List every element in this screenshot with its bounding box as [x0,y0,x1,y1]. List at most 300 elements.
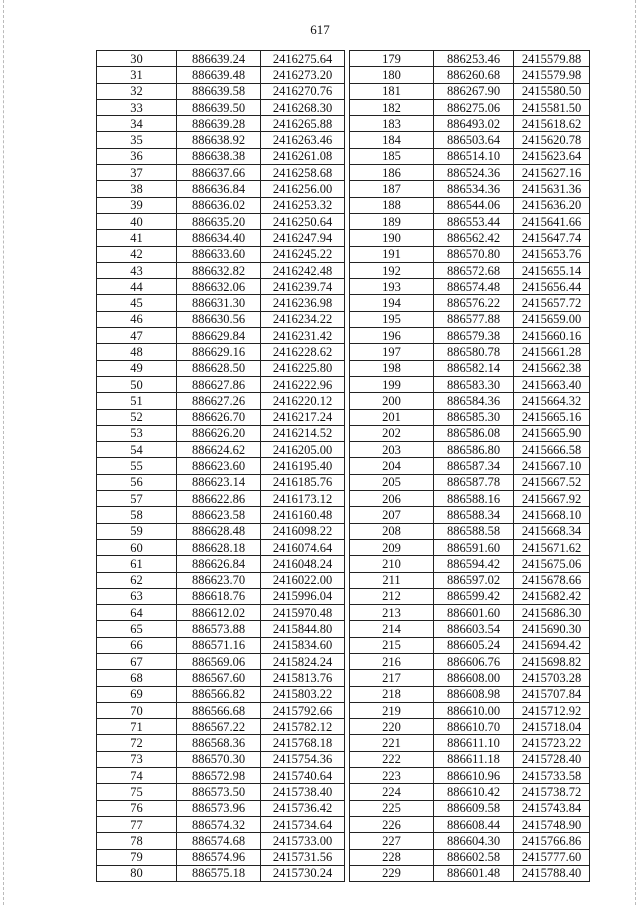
y-coordinate-cell: 2416268.30 [261,99,345,115]
table-row [97,67,590,83]
x-coordinate-cell: 886573.50 [177,784,261,800]
x-coordinate-cell: 886597.02 [434,572,514,588]
x-coordinate-cell: 886623.58 [177,507,261,523]
y-coordinate-cell: 2415671.62 [514,539,590,555]
x-coordinate-cell: 886601.48 [434,865,514,881]
point-number-cell: 223 [350,768,434,784]
y-coordinate-cell: 2415736.42 [261,800,345,816]
table-row [97,800,590,816]
x-coordinate-cell: 886612.02 [177,605,261,621]
x-coordinate-cell: 886637.66 [177,165,261,181]
table-row [97,637,590,653]
y-coordinate-cell: 2416074.64 [261,539,345,555]
point-number-cell: 46 [97,311,177,327]
y-coordinate-cell: 2415707.84 [514,686,590,702]
point-number-cell: 33 [97,99,177,115]
x-coordinate-cell: 886610.42 [434,784,514,800]
point-number-cell: 227 [350,833,434,849]
point-number-cell: 51 [97,393,177,409]
table-row [97,425,590,441]
y-coordinate-cell: 2415579.98 [514,67,590,83]
y-coordinate-cell: 2416160.48 [261,507,345,523]
y-coordinate-cell: 2416236.98 [261,295,345,311]
y-coordinate-cell: 2415631.36 [514,181,590,197]
point-number-cell: 213 [350,605,434,621]
x-coordinate-cell: 886602.58 [434,849,514,865]
table-row [97,442,590,458]
point-number-cell: 78 [97,833,177,849]
x-coordinate-cell: 886574.48 [434,279,514,295]
point-number-cell: 60 [97,539,177,555]
point-number-cell: 75 [97,784,177,800]
table-row [97,816,590,832]
table-row [97,328,590,344]
x-coordinate-cell: 886636.84 [177,181,261,197]
x-coordinate-cell: 886587.78 [434,474,514,490]
point-number-cell: 59 [97,523,177,539]
y-coordinate-cell: 2415748.90 [514,816,590,832]
x-coordinate-cell: 886634.40 [177,230,261,246]
table-row [97,735,590,751]
table-row [97,768,590,784]
y-coordinate-cell: 2415657.72 [514,295,590,311]
point-number-cell: 63 [97,588,177,604]
point-number-cell: 69 [97,686,177,702]
x-coordinate-cell: 886610.96 [434,768,514,784]
y-coordinate-cell: 2415581.50 [514,99,590,115]
scan-right-edge [635,0,637,905]
table-row [97,849,590,865]
y-coordinate-cell: 2415662.38 [514,360,590,376]
point-number-cell: 66 [97,637,177,653]
point-number-cell: 210 [350,556,434,572]
x-coordinate-cell: 886574.32 [177,816,261,832]
x-coordinate-cell: 886253.46 [434,51,514,67]
table-row [97,99,590,115]
x-coordinate-cell: 886610.70 [434,719,514,735]
y-coordinate-cell: 2416250.64 [261,213,345,229]
point-number-cell: 34 [97,116,177,132]
x-coordinate-cell: 886594.42 [434,556,514,572]
table-row [97,719,590,735]
table-row [97,784,590,800]
y-coordinate-cell: 2416247.94 [261,230,345,246]
y-coordinate-cell: 2415698.82 [514,653,590,669]
x-coordinate-cell: 886638.38 [177,148,261,164]
x-coordinate-cell: 886633.60 [177,246,261,262]
point-number-cell: 229 [350,865,434,881]
point-number-cell: 68 [97,670,177,686]
point-number-cell: 207 [350,507,434,523]
x-coordinate-cell: 886604.30 [434,833,514,849]
y-coordinate-cell: 2416195.40 [261,458,345,474]
y-coordinate-cell: 2415647.74 [514,230,590,246]
y-coordinate-cell: 2416222.96 [261,376,345,392]
x-coordinate-cell: 886586.08 [434,425,514,441]
point-number-cell: 181 [350,83,434,99]
point-number-cell: 32 [97,83,177,99]
y-coordinate-cell: 2415579.88 [514,51,590,67]
x-coordinate-cell: 886587.34 [434,458,514,474]
point-number-cell: 205 [350,474,434,490]
y-coordinate-cell: 2416270.76 [261,83,345,99]
point-number-cell: 191 [350,246,434,262]
x-coordinate-cell: 886622.86 [177,491,261,507]
x-coordinate-cell: 886630.56 [177,311,261,327]
y-coordinate-cell: 2415580.50 [514,83,590,99]
y-coordinate-cell: 2415653.76 [514,246,590,262]
y-coordinate-cell: 2415766.86 [514,833,590,849]
y-coordinate-cell: 2416253.32 [261,197,345,213]
y-coordinate-cell: 2415665.16 [514,409,590,425]
x-coordinate-cell: 886601.60 [434,605,514,621]
point-number-cell: 194 [350,295,434,311]
y-coordinate-cell: 2415667.92 [514,491,590,507]
y-coordinate-cell: 2415768.18 [261,735,345,751]
y-coordinate-cell: 2415731.56 [261,849,345,865]
x-coordinate-cell: 886580.78 [434,344,514,360]
y-coordinate-cell: 2415734.64 [261,816,345,832]
y-coordinate-cell: 2415754.36 [261,751,345,767]
y-coordinate-cell: 2415803.22 [261,686,345,702]
x-coordinate-cell: 886571.16 [177,637,261,653]
x-coordinate-cell: 886524.36 [434,165,514,181]
y-coordinate-cell: 2415996.04 [261,588,345,604]
y-coordinate-cell: 2415664.32 [514,393,590,409]
point-number-cell: 219 [350,702,434,718]
table-row [97,181,590,197]
y-coordinate-cell: 2416185.76 [261,474,345,490]
table-row [97,556,590,572]
y-coordinate-cell: 2415668.34 [514,523,590,539]
point-number-cell: 199 [350,376,434,392]
x-coordinate-cell: 886584.36 [434,393,514,409]
y-coordinate-cell: 2415703.28 [514,670,590,686]
y-coordinate-cell: 2416220.12 [261,393,345,409]
point-number-cell: 198 [350,360,434,376]
y-coordinate-cell: 2415666.58 [514,442,590,458]
table-row [97,246,590,262]
y-coordinate-cell: 2416263.46 [261,132,345,148]
table-row [97,686,590,702]
x-coordinate-cell: 886562.42 [434,230,514,246]
point-number-cell: 72 [97,735,177,751]
point-number-cell: 56 [97,474,177,490]
point-number-cell: 38 [97,181,177,197]
table-row [97,165,590,181]
y-coordinate-cell: 2416245.22 [261,246,345,262]
y-coordinate-cell: 2416275.64 [261,51,345,67]
x-coordinate-cell: 886639.48 [177,67,261,83]
point-number-cell: 221 [350,735,434,751]
point-number-cell: 53 [97,425,177,441]
table-row [97,491,590,507]
point-number-cell: 77 [97,816,177,832]
x-coordinate-cell: 886544.06 [434,197,514,213]
y-coordinate-cell: 2416173.12 [261,491,345,507]
y-coordinate-cell: 2416231.42 [261,328,345,344]
y-coordinate-cell: 2415738.40 [261,784,345,800]
x-coordinate-cell: 886639.58 [177,83,261,99]
y-coordinate-cell: 2415733.00 [261,833,345,849]
x-coordinate-cell: 886618.76 [177,588,261,604]
x-coordinate-cell: 886576.22 [434,295,514,311]
table-row [97,653,590,669]
x-coordinate-cell: 886567.60 [177,670,261,686]
coordinates-table [96,50,590,882]
table-row [97,393,590,409]
x-coordinate-cell: 886573.88 [177,621,261,637]
x-coordinate-cell: 886639.24 [177,51,261,67]
y-coordinate-cell: 2416217.24 [261,409,345,425]
point-number-cell: 179 [350,51,434,67]
y-coordinate-cell: 2415782.12 [261,719,345,735]
point-number-cell: 200 [350,393,434,409]
point-number-cell: 195 [350,311,434,327]
point-number-cell: 196 [350,328,434,344]
point-number-cell: 217 [350,670,434,686]
point-number-cell: 212 [350,588,434,604]
point-number-cell: 49 [97,360,177,376]
y-coordinate-cell: 2415675.06 [514,556,590,572]
table-row [97,230,590,246]
y-coordinate-cell: 2415678.66 [514,572,590,588]
point-number-cell: 215 [350,637,434,653]
table-row [97,376,590,392]
x-coordinate-cell: 886605.24 [434,637,514,653]
x-coordinate-cell: 886639.50 [177,99,261,115]
x-coordinate-cell: 886586.80 [434,442,514,458]
point-number-cell: 228 [350,849,434,865]
x-coordinate-cell: 886493.02 [434,116,514,132]
point-number-cell: 74 [97,768,177,784]
y-coordinate-cell: 2415712.92 [514,702,590,718]
y-coordinate-cell: 2416239.74 [261,279,345,295]
y-coordinate-cell: 2416205.00 [261,442,345,458]
point-number-cell: 79 [97,849,177,865]
y-coordinate-cell: 2415641.66 [514,213,590,229]
x-coordinate-cell: 886553.44 [434,213,514,229]
point-number-cell: 226 [350,816,434,832]
point-number-cell: 211 [350,572,434,588]
y-coordinate-cell: 2415690.30 [514,621,590,637]
y-coordinate-cell: 2415738.72 [514,784,590,800]
point-number-cell: 185 [350,148,434,164]
x-coordinate-cell: 886626.20 [177,425,261,441]
x-coordinate-cell: 886570.30 [177,751,261,767]
x-coordinate-cell: 886583.30 [434,376,514,392]
y-coordinate-cell: 2416273.20 [261,67,345,83]
y-coordinate-cell: 2415730.24 [261,865,345,881]
x-coordinate-cell: 886628.18 [177,539,261,555]
point-number-cell: 225 [350,800,434,816]
table-row [97,605,590,621]
x-coordinate-cell: 886611.10 [434,735,514,751]
table-row [97,572,590,588]
x-coordinate-cell: 886599.42 [434,588,514,604]
x-coordinate-cell: 886609.58 [434,800,514,816]
x-coordinate-cell: 886603.54 [434,621,514,637]
table-row [97,213,590,229]
point-number-cell: 40 [97,213,177,229]
x-coordinate-cell: 886567.22 [177,719,261,735]
point-number-cell: 188 [350,197,434,213]
x-coordinate-cell: 886631.30 [177,295,261,311]
point-number-cell: 220 [350,719,434,735]
x-coordinate-cell: 886260.68 [434,67,514,83]
table-row [97,588,590,604]
y-coordinate-cell: 2416242.48 [261,262,345,278]
x-coordinate-cell: 886610.00 [434,702,514,718]
y-coordinate-cell: 2416225.80 [261,360,345,376]
point-number-cell: 73 [97,751,177,767]
x-coordinate-cell: 886632.06 [177,279,261,295]
point-number-cell: 37 [97,165,177,181]
x-coordinate-cell: 886566.82 [177,686,261,702]
x-coordinate-cell: 886582.14 [434,360,514,376]
x-coordinate-cell: 886628.50 [177,360,261,376]
x-coordinate-cell: 886629.84 [177,328,261,344]
point-number-cell: 65 [97,621,177,637]
point-number-cell: 184 [350,132,434,148]
point-number-cell: 204 [350,458,434,474]
point-number-cell: 52 [97,409,177,425]
y-coordinate-cell: 2415665.90 [514,425,590,441]
y-coordinate-cell: 2415740.64 [261,768,345,784]
x-coordinate-cell: 886267.90 [434,83,514,99]
point-number-cell: 209 [350,539,434,555]
point-number-cell: 201 [350,409,434,425]
y-coordinate-cell: 2415656.44 [514,279,590,295]
x-coordinate-cell: 886591.60 [434,539,514,555]
point-number-cell: 35 [97,132,177,148]
y-coordinate-cell: 2415743.84 [514,800,590,816]
point-number-cell: 58 [97,507,177,523]
table-row [97,295,590,311]
point-number-cell: 50 [97,376,177,392]
point-number-cell: 41 [97,230,177,246]
point-number-cell: 67 [97,653,177,669]
point-number-cell: 80 [97,865,177,881]
point-number-cell: 206 [350,491,434,507]
y-coordinate-cell: 2415663.40 [514,376,590,392]
table-row [97,116,590,132]
table-row [97,458,590,474]
y-coordinate-cell: 2415682.42 [514,588,590,604]
y-coordinate-cell: 2415659.00 [514,311,590,327]
table-row [97,148,590,164]
table-row [97,702,590,718]
point-number-cell: 76 [97,800,177,816]
x-coordinate-cell: 886570.80 [434,246,514,262]
table-row [97,523,590,539]
y-coordinate-cell: 2415623.64 [514,148,590,164]
point-number-cell: 55 [97,458,177,474]
point-number-cell: 43 [97,262,177,278]
y-coordinate-cell: 2415970.48 [261,605,345,621]
table-row [97,132,590,148]
y-coordinate-cell: 2415627.16 [514,165,590,181]
point-number-cell: 186 [350,165,434,181]
table-row [97,833,590,849]
x-coordinate-cell: 886534.36 [434,181,514,197]
point-number-cell: 62 [97,572,177,588]
x-coordinate-cell: 886606.76 [434,653,514,669]
x-coordinate-cell: 886627.26 [177,393,261,409]
x-coordinate-cell: 886572.68 [434,262,514,278]
y-coordinate-cell: 2415618.62 [514,116,590,132]
x-coordinate-cell: 886566.68 [177,702,261,718]
table-row [97,621,590,637]
point-number-cell: 57 [97,491,177,507]
x-coordinate-cell: 886629.16 [177,344,261,360]
y-coordinate-cell: 2416048.24 [261,556,345,572]
x-coordinate-cell: 886573.96 [177,800,261,816]
page-number: 617 [310,22,330,37]
coordinates-table-container [96,50,590,882]
x-coordinate-cell: 886514.10 [434,148,514,164]
x-coordinate-cell: 886608.44 [434,816,514,832]
point-number-cell: 44 [97,279,177,295]
x-coordinate-cell: 886627.86 [177,376,261,392]
point-number-cell: 31 [97,67,177,83]
y-coordinate-cell: 2415788.40 [514,865,590,881]
table-row [97,751,590,767]
x-coordinate-cell: 886632.82 [177,262,261,278]
point-number-cell: 70 [97,702,177,718]
point-number-cell: 192 [350,262,434,278]
table-row [97,51,590,67]
point-number-cell: 54 [97,442,177,458]
y-coordinate-cell: 2415655.14 [514,262,590,278]
point-number-cell: 189 [350,213,434,229]
y-coordinate-cell: 2415844.80 [261,621,345,637]
table-row [97,670,590,686]
y-coordinate-cell: 2415813.76 [261,670,345,686]
point-number-cell: 30 [97,51,177,67]
table-row [97,83,590,99]
x-coordinate-cell: 886275.06 [434,99,514,115]
point-number-cell: 203 [350,442,434,458]
x-coordinate-cell: 886577.88 [434,311,514,327]
table-row [97,360,590,376]
y-coordinate-cell: 2415636.20 [514,197,590,213]
x-coordinate-cell: 886636.02 [177,197,261,213]
x-coordinate-cell: 886588.58 [434,523,514,539]
y-coordinate-cell: 2415667.52 [514,474,590,490]
y-coordinate-cell: 2416265.88 [261,116,345,132]
point-number-cell: 47 [97,328,177,344]
table-row [97,262,590,278]
x-coordinate-cell: 886572.98 [177,768,261,784]
y-coordinate-cell: 2415834.60 [261,637,345,653]
table-row [97,197,590,213]
y-coordinate-cell: 2415661.28 [514,344,590,360]
point-number-cell: 216 [350,653,434,669]
y-coordinate-cell: 2416098.22 [261,523,345,539]
x-coordinate-cell: 886626.70 [177,409,261,425]
table-row [97,539,590,555]
y-coordinate-cell: 2416256.00 [261,181,345,197]
y-coordinate-cell: 2415660.16 [514,328,590,344]
table-row [97,474,590,490]
y-coordinate-cell: 2415728.40 [514,751,590,767]
point-number-cell: 190 [350,230,434,246]
point-number-cell: 180 [350,67,434,83]
x-coordinate-cell: 886611.18 [434,751,514,767]
point-number-cell: 224 [350,784,434,800]
point-number-cell: 187 [350,181,434,197]
